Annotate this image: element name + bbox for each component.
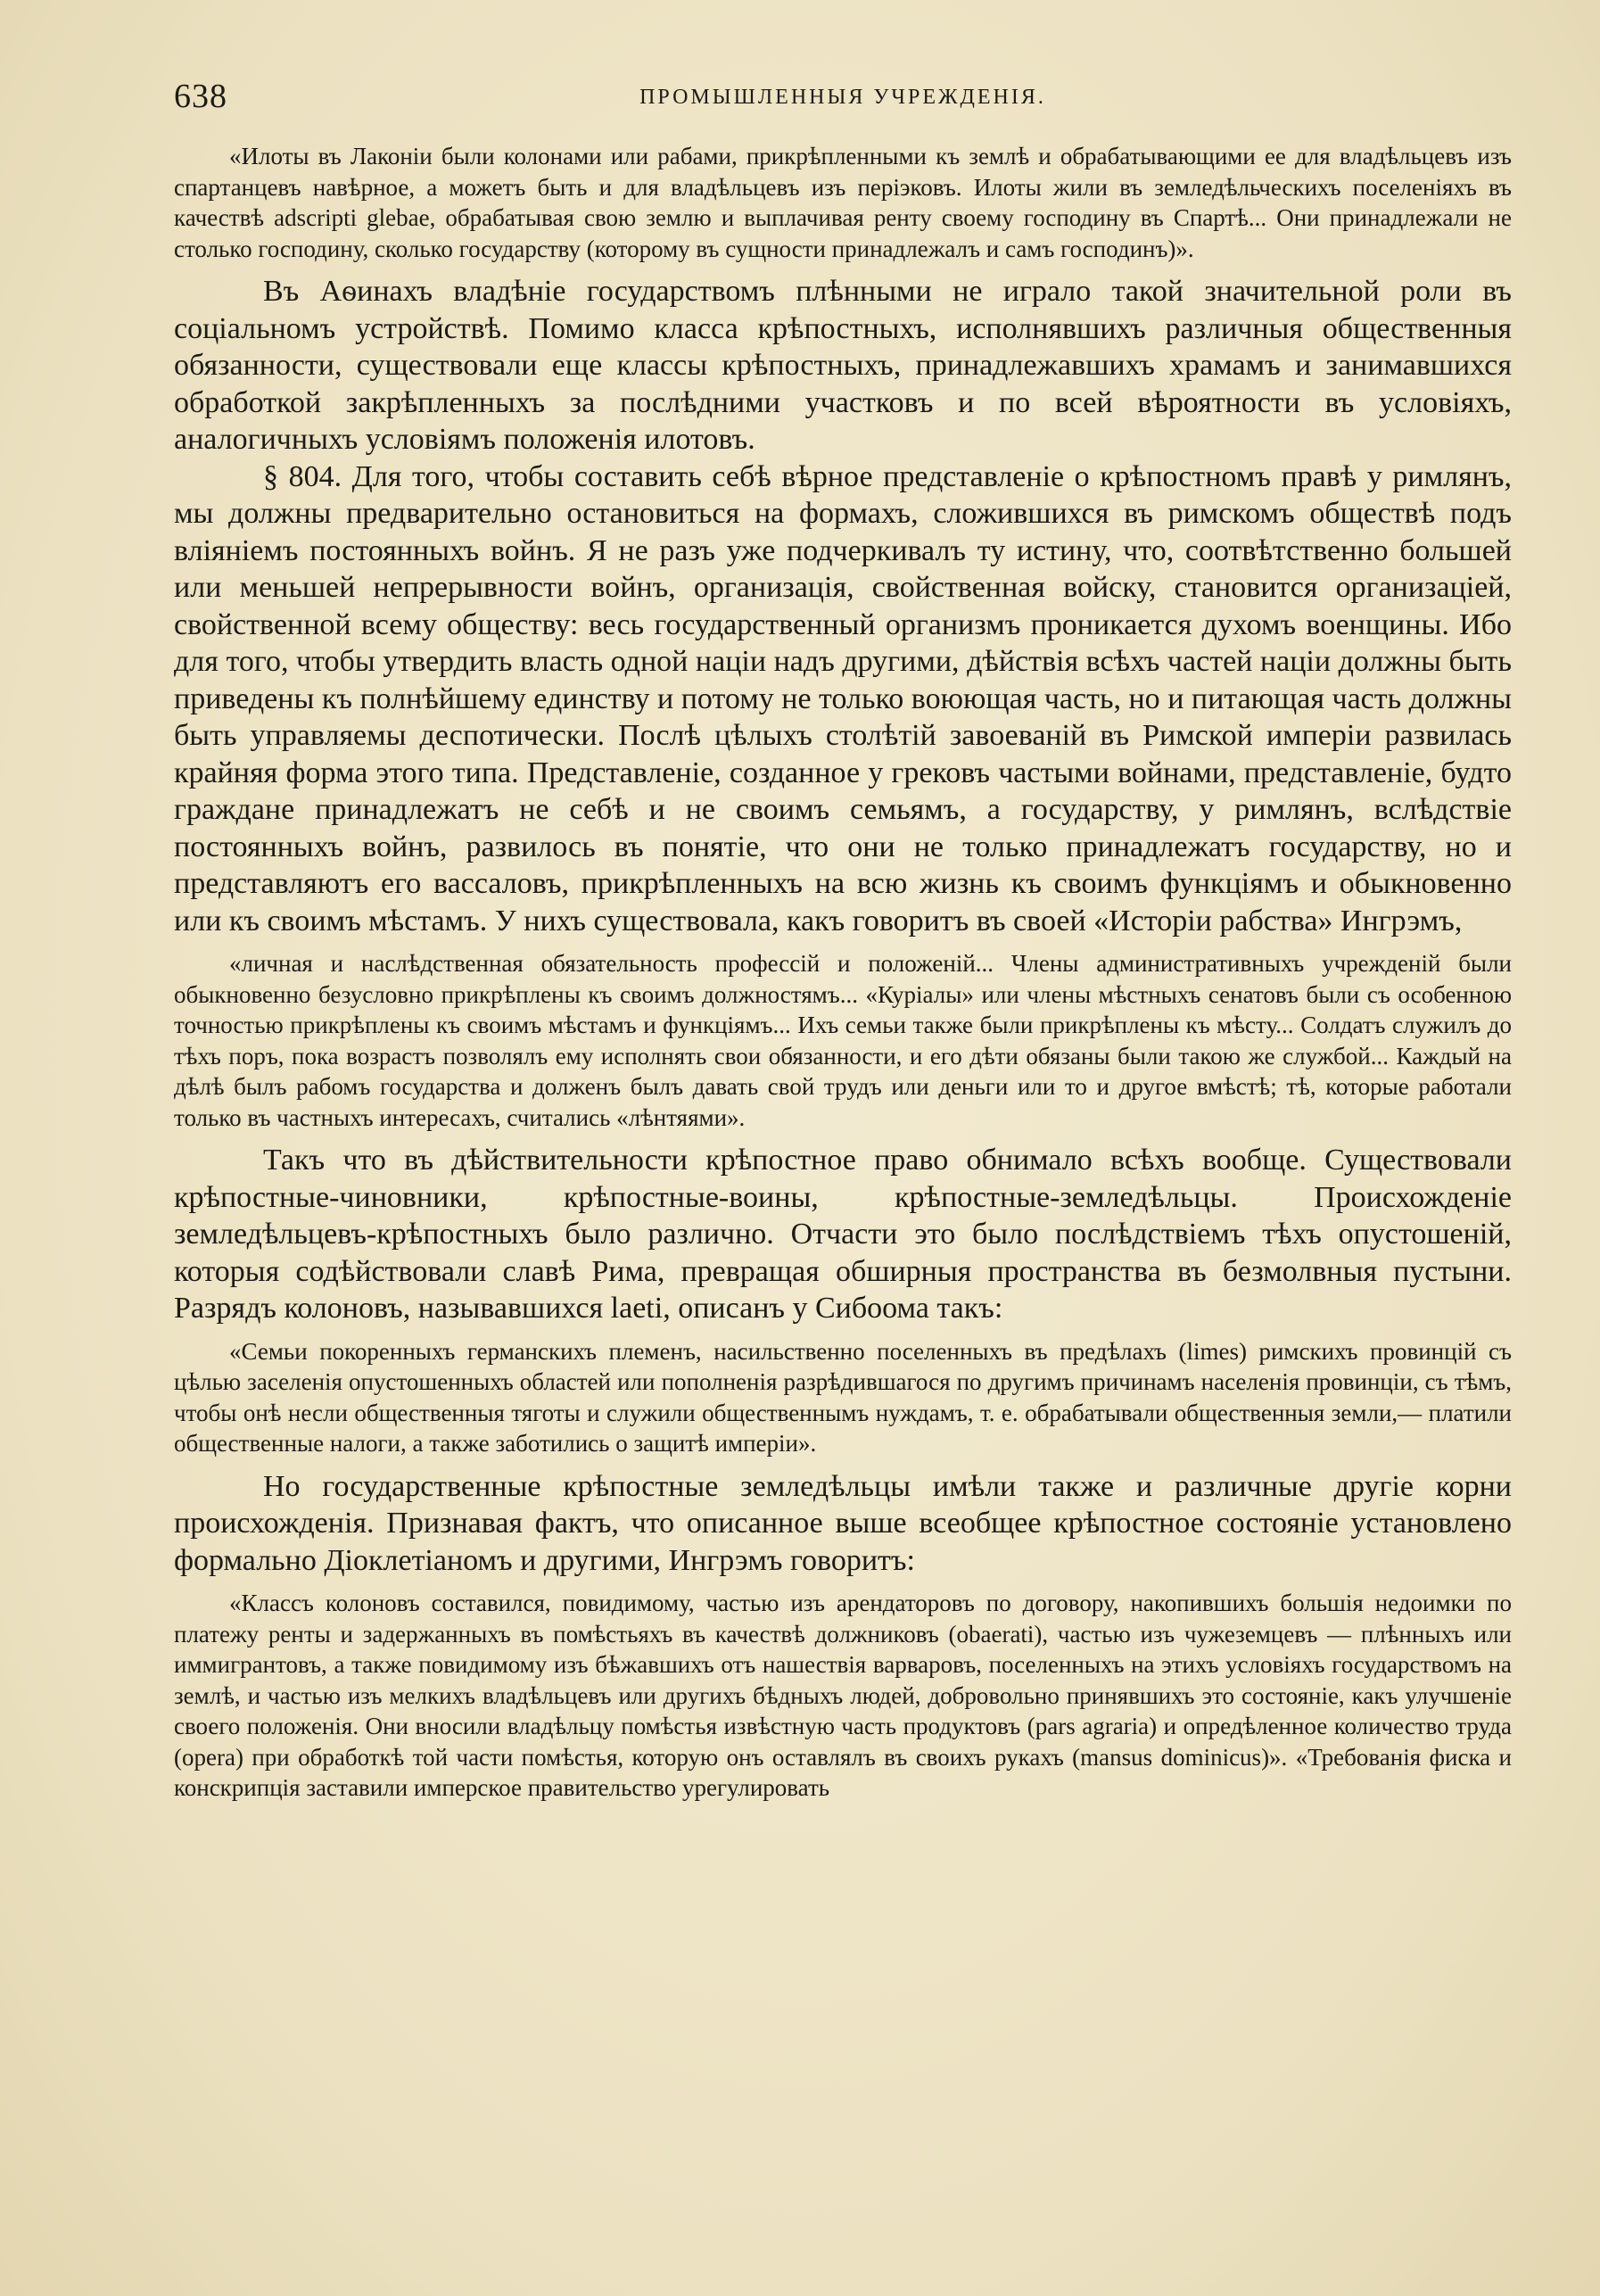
running-head: ПРОМЫШЛЕННЫЯ УЧРЕЖДЕНІЯ.: [639, 86, 1046, 109]
paragraph-section-804: § 804. Для того, чтобы составить себѣ вѣрное представленіе о крѣпостномъ правѣ у римлянъ, мы должны предварительно остановиться на формахъ, сложившихся въ римскомъ обществѣ подъ вліяніемъ постоянныхъ войнъ. Я не разъ уже подчеркивалъ ту истину, что, соотвѣтственно большей или меньшей непрерывности войнъ, организація, свойственная войску, становится организаціей, свойственной всему обществу: весь государственный организмъ проникается духомъ военщины. Ибо для того, чтобы утвердить власть одной націи надъ другими, дѣйствія всѣхъ частей націи должны быть приведены къ полнѣйшему единству и потому не только воюющая часть, но и питающая часть должны быть управляемы деспотически. Послѣ цѣлыхъ столѣтій завоеваній въ Римской имперіи развилась крайняя форма этого типа. Представленіе, созданное у грековъ частыми войнами, представленіе, будто граждане принадлежатъ не себѣ и не своимъ семьямъ, а государству, у римлянъ, вслѣдствіе постоянныхъ войнъ, развилось въ понятіе, что они не только принадлежатъ государству, но и представляютъ его вассаловъ, прикрѣпленныхъ на всю жизнь къ своимъ функціямъ и обыкновенно или къ своимъ мѣстамъ. У нихъ существовала, какъ говоритъ въ своей «Исторіи рабства» Ингрэмъ,: [174, 459, 1512, 937]
page-body: [174, 141, 1512, 1804]
page-number: 638: [174, 78, 227, 115]
quote-block-ingram-hereditary: «личная и наслѣдственная обязательность профессій и положеній... Члены административныхъ учрежденій были обыкновенно безусловно прикрѣплены къ своимъ должностямъ... «Куріалы» или члены мѣстныхъ сенатовъ были съ особенною точностью прикрѣплены къ своимъ мѣстамъ и функціямъ... Ихъ семьи также были прикрѣплены къ мѣсту... Солдатъ служилъ до тѣхъ поръ, пока возрастъ позволялъ ему исполнять свои обязанности, и его дѣти обязаны были такою же службой... Каждый на дѣлѣ былъ рабомъ государства и долженъ былъ давать свой трудъ или деньги или то и другое вмѣстѣ; тѣ, которые работали только въ частныхъ интересахъ, считались «лѣнтяями».: [174, 950, 1512, 1131]
quote-block-laeti: «Семьи покоренныхъ германскихъ племенъ, насильственно поселенныхъ въ предѣлахъ (limes) римскихъ провинцій съ цѣлью заселенія опустошенныхъ областей или пополненія разрѣдившагося по другимъ причинамъ населенія провинціи, съ тѣмъ, чтобы онѣ несли общественныя тяготы и служили общественнымъ нуждамъ, т. е. обрабатывали общественныя земли,— платили общественные налоги, а также заботились о защитѣ имперіи».: [174, 1337, 1512, 1457]
paragraph-other-origins: Но государственные крѣпостные земледѣльцы имѣли также и различные другіе корни происхожденія. Признавая фактъ, что описанное выше всеобщее крѣпостное состояніе установлено формально Діоклетіаномъ и другими, Ингрэмъ говоритъ:: [174, 1469, 1512, 1577]
paragraph-serfdom-universal: Такъ что въ дѣйствительности крѣпостное право обнимало всѣхъ вообще. Существовали крѣпостные-чиновники, крѣпостные-воины, крѣпостные-земледѣльцы. Происхожденіе земледѣльцевъ-крѣпостныхъ было различно. Отчасти это было послѣдствіемъ тѣхъ опустошеній, которыя содѣйствовали славѣ Рима, превращая обширныя пространства въ безмолвныя пустыни. Разрядъ колоновъ, называвшихся laeti, описанъ у Сибоома такъ:: [174, 1144, 1512, 1325]
quote-block-coloni: «Классъ колоновъ составился, повидимому, частью изъ арендаторовъ по договору, накопившихъ большія недоимки по платежу ренты и задержанныхъ въ помѣстьяхъ въ качествѣ должниковъ (obaerati), частью изъ чужеземцевъ — плѣнныхъ или иммигрантовъ, а также повидимому изъ бѣжавшихъ отъ нашествія варваровъ, поселенныхъ на этихъ условіяхъ государствомъ на землѣ, и частью изъ мелкихъ владѣльцевъ или другихъ бѣдныхъ людей, добровольно принявшихъ это состояніе, какъ улучшеніе своего положенія. Они вносили владѣльцу помѣстья извѣстную часть продуктовъ (pars agraria) и опредѣленное количество труда (opera) при обработкѣ той части помѣстья, которую онъ оставлялъ въ своихъ рукахъ (mansus dominicus)». «Требованія фиска и конскрипція заставили имперское правительство урегулировать: [174, 1590, 1512, 1801]
page-header: [174, 77, 1512, 121]
quote-block-helots: «Илоты въ Лаконіи были колонами или рабами, прикрѣпленными къ землѣ и обрабатывающими ее для владѣльцевъ изъ спартанцевъ навѣрное, а можетъ быть и для владѣльцевъ изъ періэковъ. Илоты жили въ земледѣльческихъ поселеніяхъ въ качествѣ adscripti glebae, обрабатывая свою землю и выплачивая ренту своему господину въ Спартѣ... Они принадлежали не столько господину, сколько государству (которому въ сущности принадлежалъ и самъ господинъ)».: [174, 143, 1512, 262]
paragraph-athens: Въ Аѳинахъ владѣніе государствомъ плѣнными не играло такой значительной роли въ соціальномъ устройствѣ. Помимо класса крѣпостныхъ, исполнявшихъ различныя общественныя обязанности, существовали еще классы крѣпостныхъ, принадлежавшихъ храмамъ и занимавшихся обработкой закрѣпленныхъ за послѣдними участковъ и по всей вѣроятности въ условіяхъ, аналогичныхъ условіямъ положенія илотовъ.: [174, 275, 1512, 456]
